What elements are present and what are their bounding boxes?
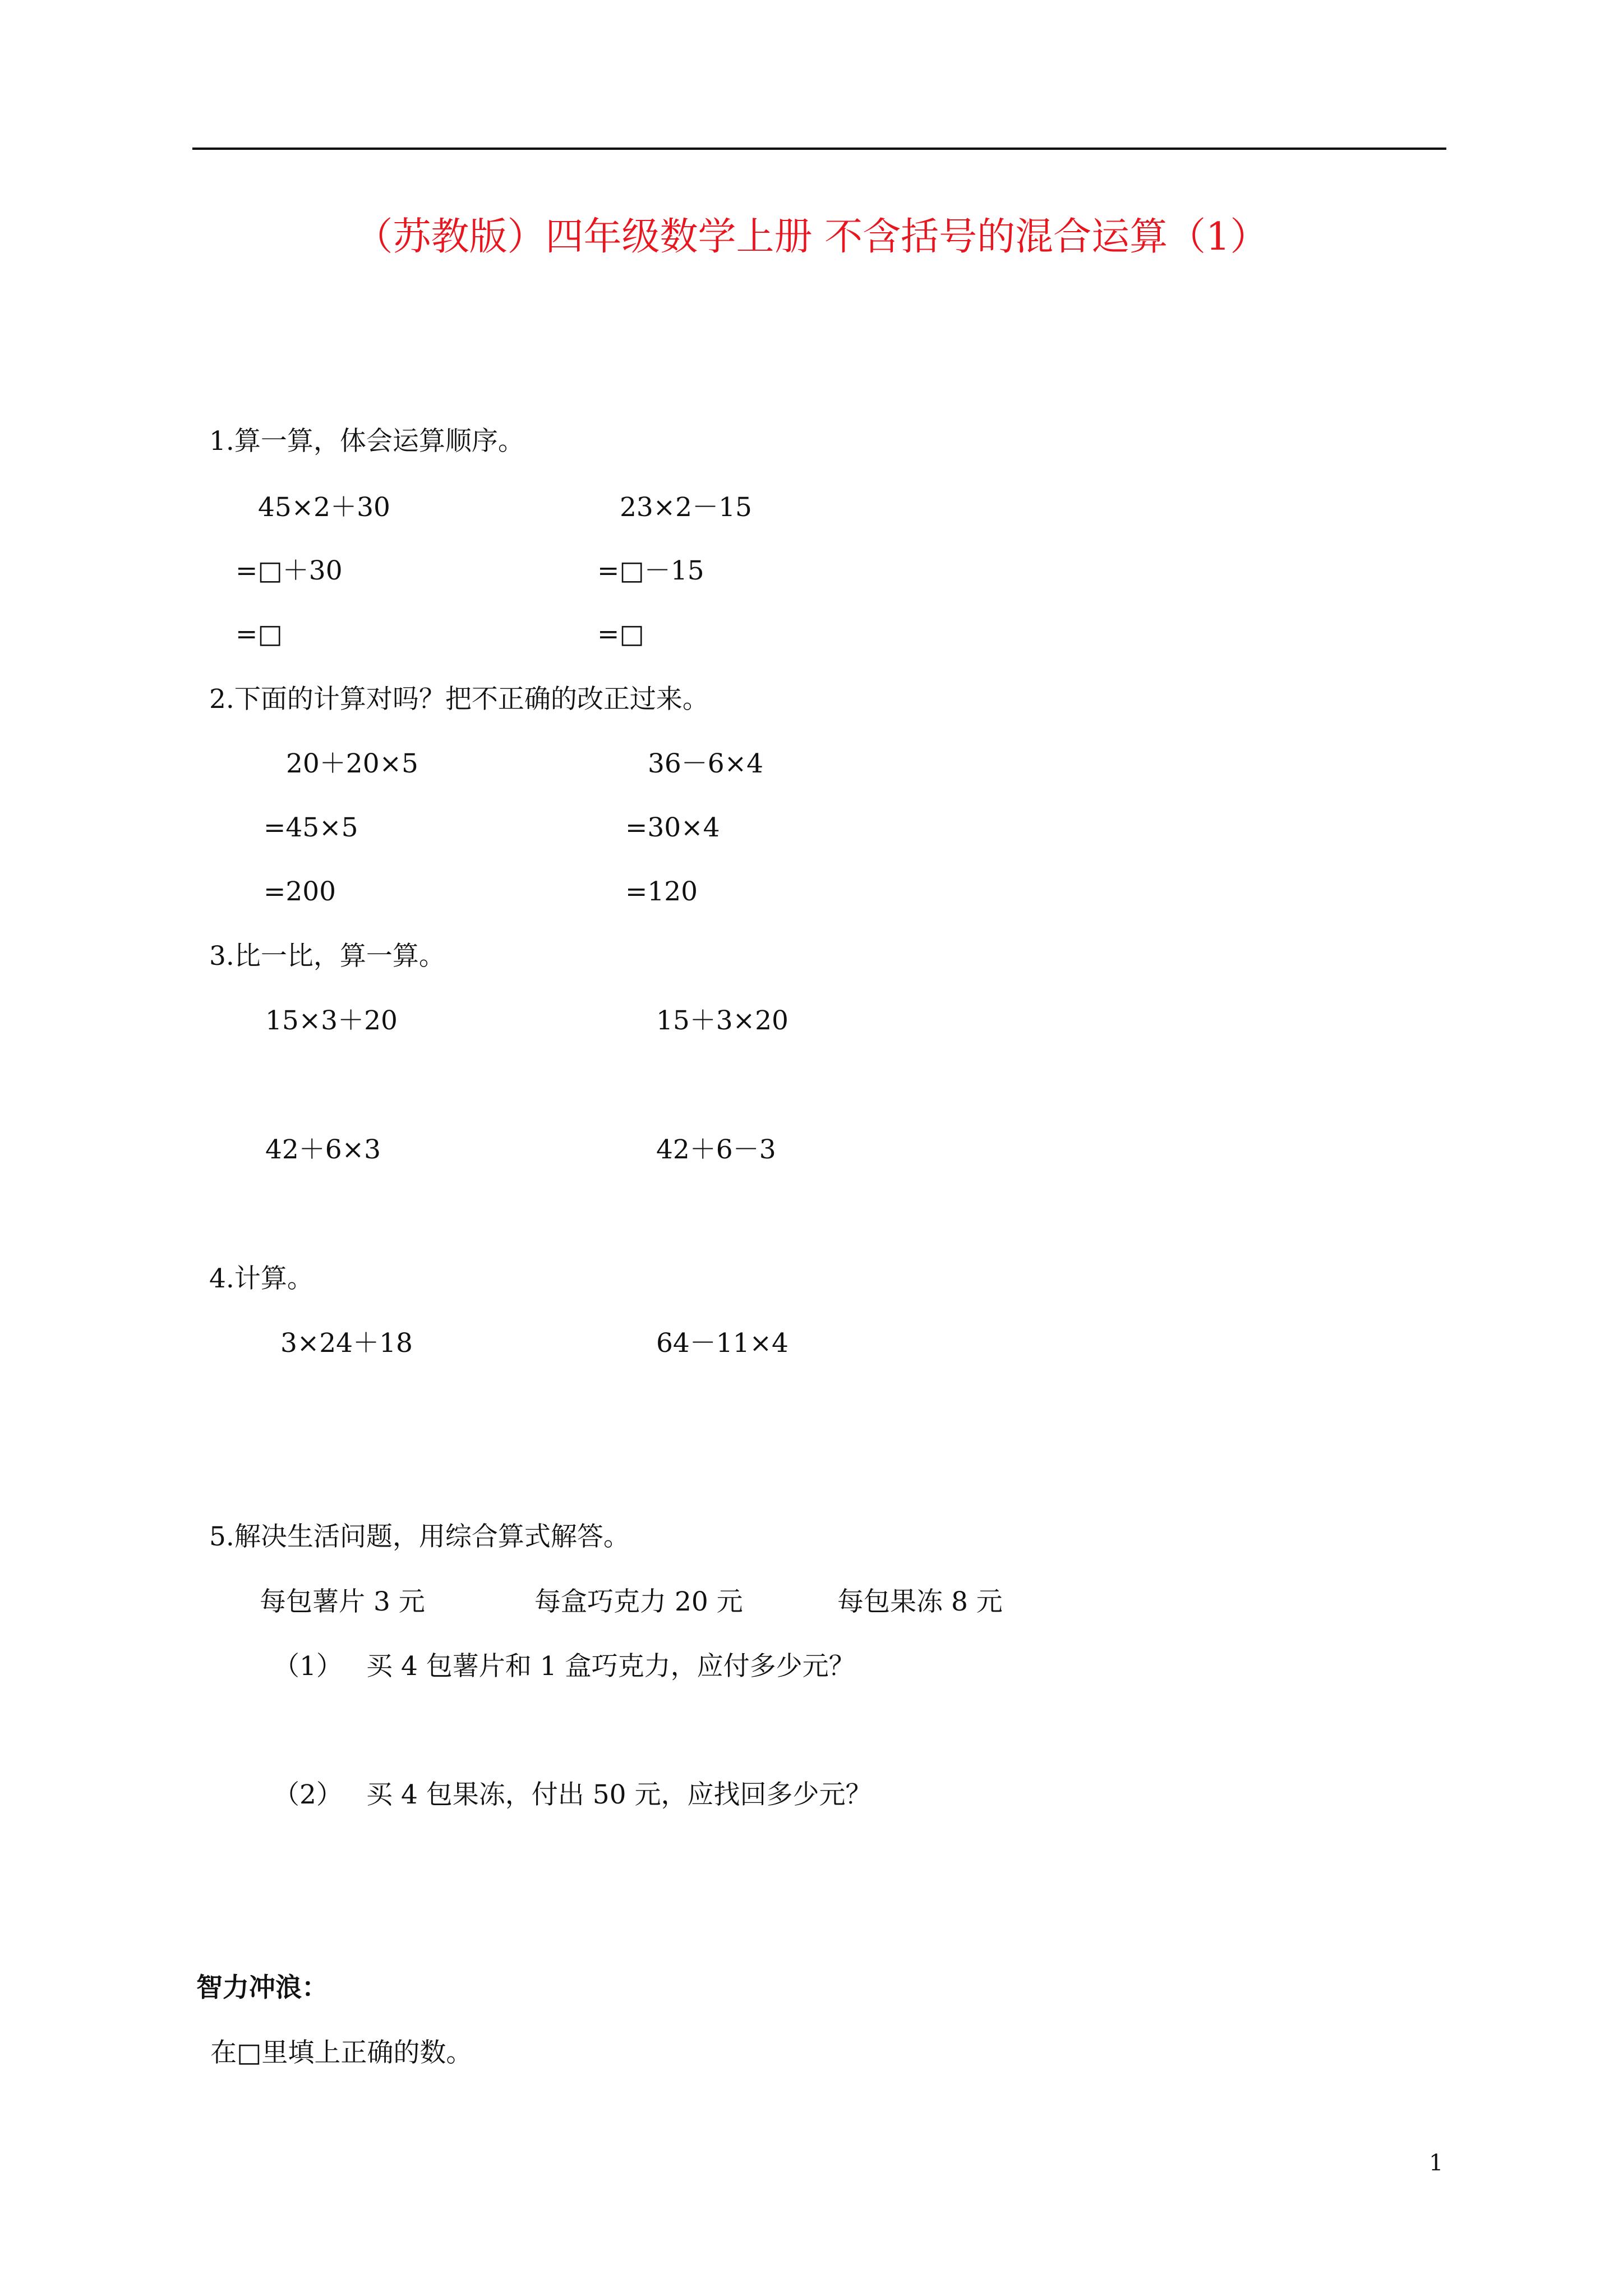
q2-heading: 2.下面的计算对吗？把不正确的改正过来。: [209, 684, 709, 715]
q3-expr-1: 15×3＋20: [265, 1005, 398, 1036]
q2-left-line1: 20＋20×5: [286, 748, 418, 779]
q5-price-jelly: 每包果冻 8 元: [837, 1586, 1003, 1617]
q1-heading: 1.算一算，体会运算顺序。: [209, 426, 524, 457]
q2-right-line1: 36－6×4: [648, 748, 763, 779]
bonus-heading: 智力冲浪：: [196, 1972, 328, 2003]
page-number: 1: [1429, 2150, 1444, 2176]
q3-heading: 3.比一比，算一算。: [209, 941, 445, 972]
q5-sub1-text: 买 4 包薯片和 1 盒巧克力，应付多少元？: [366, 1651, 855, 1682]
q2-right-line2: =30×4: [625, 812, 720, 843]
q2-left-line2: =45×5: [264, 812, 358, 843]
bonus-text: 在□里填上正确的数。: [210, 2037, 473, 2068]
header-rule: [192, 148, 1446, 150]
q1-left-line3: =□: [236, 619, 283, 650]
q2-right-line3: =120: [625, 876, 698, 907]
q5-sub2-text: 买 4 包果冻，付出 50 元，应找回多少元？: [366, 1779, 872, 1810]
q1-right-line3: =□: [597, 619, 644, 650]
q1-left-line1: 45×2＋30: [258, 492, 390, 523]
q3-expr-2: 15＋3×20: [656, 1005, 789, 1036]
q5-sub1-number: （1）: [273, 1651, 343, 1682]
q5-price-chocolate: 每盒巧克力 20 元: [534, 1586, 743, 1617]
q2-left-line3: =200: [264, 876, 336, 907]
q3-expr-4: 42＋6－3: [656, 1134, 776, 1165]
q5-price-chips: 每包薯片 3 元: [260, 1586, 425, 1617]
q1-left-line2: =□＋30: [236, 555, 343, 586]
q3-expr-3: 42＋6×3: [265, 1134, 381, 1165]
q1-right-line1: 23×2－15: [620, 492, 752, 523]
q4-expr-2: 64－11×4: [656, 1328, 789, 1359]
q4-expr-1: 3×24＋18: [280, 1328, 413, 1359]
q5-heading: 5.解决生活问题，用综合算式解答。: [209, 1521, 630, 1552]
q1-right-line2: =□－15: [597, 555, 704, 586]
page-title: （苏教版）四年级数学上册 不含括号的混合运算（1）: [354, 215, 1269, 259]
q4-heading: 4.计算。: [209, 1263, 313, 1294]
q5-sub2-number: （2）: [273, 1779, 343, 1810]
